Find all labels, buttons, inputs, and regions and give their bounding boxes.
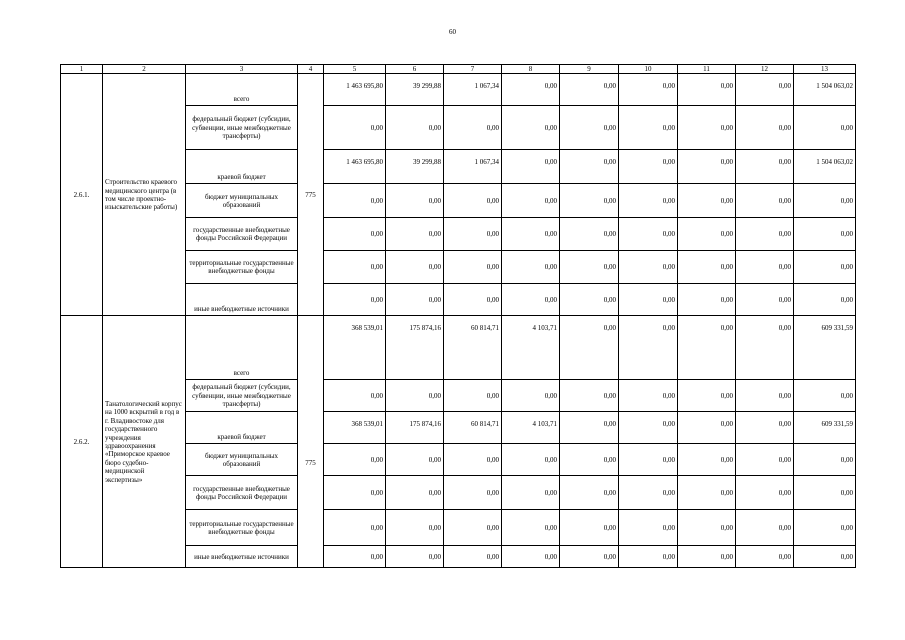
amount-cell: 0,00: [736, 184, 794, 218]
table-row: [61, 74, 856, 106]
amount-cell: 0,00: [736, 251, 794, 284]
amount-cell: 0,00: [324, 510, 386, 546]
amount-cell: 0,00: [560, 150, 619, 184]
amount-cell: 0,00: [560, 74, 619, 106]
amount-cell: 368 539,01: [324, 412, 386, 444]
amount-cell: 0,00: [619, 380, 678, 412]
funding-source: всего: [186, 316, 298, 380]
amount-cell: 0,00: [324, 218, 386, 251]
amount-cell: 0,00: [386, 444, 444, 476]
amount-cell: 0,00: [678, 284, 736, 316]
amount-cell: 0,00: [794, 546, 856, 568]
amount-cell: 0,00: [794, 510, 856, 546]
amount-cell: 0,00: [678, 74, 736, 106]
amount-cell: 1 067,34: [444, 150, 502, 184]
amount-cell: 0,00: [386, 251, 444, 284]
amount-cell: 368 539,01: [324, 316, 386, 380]
funding-source: территориальные государственные внебюджетные фонды: [186, 251, 298, 284]
amount-cell: 0,00: [678, 476, 736, 510]
funding-source: государственные внебюджетные фонды Российской Федерации: [186, 476, 298, 510]
amount-cell: 0,00: [678, 546, 736, 568]
amount-cell: 0,00: [502, 284, 560, 316]
amount-cell: 0,00: [324, 380, 386, 412]
amount-cell: 0,00: [560, 218, 619, 251]
amount-cell: 0,00: [560, 106, 619, 150]
page-number: 60: [449, 28, 456, 36]
amount-cell: 175 874,16: [386, 412, 444, 444]
amount-cell: 0,00: [619, 444, 678, 476]
amount-cell: 0,00: [502, 444, 560, 476]
grbs-code: 775: [298, 74, 324, 316]
amount-cell: 0,00: [502, 218, 560, 251]
amount-cell: 0,00: [324, 444, 386, 476]
amount-cell: 1 463 695,80: [324, 74, 386, 106]
table-body: [61, 74, 856, 568]
amount-cell: 0,00: [678, 444, 736, 476]
amount-cell: 39 299,88: [386, 74, 444, 106]
amount-cell: 0,00: [386, 184, 444, 218]
amount-cell: 0,00: [678, 106, 736, 150]
amount-cell: 609 331,59: [794, 316, 856, 380]
amount-cell: 60 814,71: [444, 412, 502, 444]
funding-source: территориальные государственные внебюджетные фонды: [186, 510, 298, 546]
amount-cell: 0,00: [502, 106, 560, 150]
funding-source: краевой бюджет: [186, 150, 298, 184]
amount-cell: 0,00: [386, 106, 444, 150]
amount-cell: 0,00: [619, 184, 678, 218]
amount-cell: 0,00: [444, 284, 502, 316]
funding-source: всего: [186, 74, 298, 106]
amount-cell: 0,00: [619, 251, 678, 284]
amount-cell: 0,00: [560, 184, 619, 218]
amount-cell: 0,00: [502, 546, 560, 568]
item-code: 2.6.1.: [61, 74, 103, 316]
amount-cell: 0,00: [386, 218, 444, 251]
amount-cell: 0,00: [794, 476, 856, 510]
item-name: Танатологический корпус на 1000 вскрытий в год в г. Владивостоке для государственного учреждения здравоохранения «Приморское краевое бюро судебно-медицинской экспертизы»: [103, 316, 186, 568]
amount-cell: 0,00: [324, 546, 386, 568]
amount-cell: 0,00: [324, 476, 386, 510]
amount-cell: 0,00: [502, 184, 560, 218]
amount-cell: 0,00: [736, 380, 794, 412]
amount-cell: 175 874,16: [386, 316, 444, 380]
amount-cell: 0,00: [386, 380, 444, 412]
amount-cell: 0,00: [794, 184, 856, 218]
funding-source: иные внебюджетные источники: [186, 546, 298, 568]
amount-cell: 0,00: [560, 510, 619, 546]
funding-source: бюджет муниципальных образований: [186, 184, 298, 218]
amount-cell: 0,00: [736, 284, 794, 316]
amount-cell: 0,00: [502, 251, 560, 284]
column-header: 5: [324, 65, 386, 74]
amount-cell: 0,00: [794, 251, 856, 284]
column-header: 11: [678, 65, 736, 74]
amount-cell: 0,00: [502, 150, 560, 184]
amount-cell: 0,00: [502, 476, 560, 510]
amount-cell: 0,00: [444, 106, 502, 150]
amount-cell: 0,00: [324, 184, 386, 218]
column-header: 4: [298, 65, 324, 74]
column-header: 10: [619, 65, 678, 74]
amount-cell: 0,00: [386, 510, 444, 546]
funding-source: иные внебюджетные источники: [186, 284, 298, 316]
column-header: 1: [61, 65, 103, 74]
amount-cell: 0,00: [619, 106, 678, 150]
amount-cell: 0,00: [736, 444, 794, 476]
amount-cell: 0,00: [560, 316, 619, 380]
amount-cell: 0,00: [560, 476, 619, 510]
amount-cell: 0,00: [502, 74, 560, 106]
amount-cell: 0,00: [560, 444, 619, 476]
item-code: 2.6.2.: [61, 316, 103, 568]
grbs-code: 775: [298, 316, 324, 568]
amount-cell: 0,00: [560, 251, 619, 284]
amount-cell: 0,00: [736, 106, 794, 150]
item-name: Строительство краевого медицинского центра (в том числе проектно-изыскательские работы): [103, 74, 186, 316]
amount-cell: 0,00: [678, 412, 736, 444]
amount-cell: 0,00: [502, 510, 560, 546]
funding-source: бюджет муниципальных образований: [186, 444, 298, 476]
amount-cell: 0,00: [444, 476, 502, 510]
amount-cell: 0,00: [736, 316, 794, 380]
amount-cell: 0,00: [736, 546, 794, 568]
amount-cell: 1 504 063,02: [794, 150, 856, 184]
amount-cell: 0,00: [678, 251, 736, 284]
amount-cell: 0,00: [678, 218, 736, 251]
amount-cell: 60 814,71: [444, 316, 502, 380]
column-header: 8: [502, 65, 560, 74]
amount-cell: 0,00: [794, 218, 856, 251]
amount-cell: 609 331,59: [794, 412, 856, 444]
amount-cell: 0,00: [619, 546, 678, 568]
amount-cell: 0,00: [444, 251, 502, 284]
amount-cell: 4 103,71: [502, 412, 560, 444]
amount-cell: 0,00: [324, 251, 386, 284]
amount-cell: 0,00: [678, 150, 736, 184]
amount-cell: 0,00: [444, 546, 502, 568]
header-row: [61, 65, 856, 74]
amount-cell: 0,00: [502, 380, 560, 412]
amount-cell: 0,00: [736, 150, 794, 184]
amount-cell: 0,00: [619, 218, 678, 251]
funding-source: государственные внебюджетные фонды Российской Федерации: [186, 218, 298, 251]
column-header: 2: [103, 65, 186, 74]
column-header: 6: [386, 65, 444, 74]
column-header: 9: [560, 65, 619, 74]
amount-cell: 0,00: [794, 444, 856, 476]
amount-cell: 0,00: [619, 476, 678, 510]
funding-source: федеральный бюджет (субсидии, субвенции, иные межбюджетные трансферты): [186, 380, 298, 412]
amount-cell: 0,00: [619, 284, 678, 316]
amount-cell: 1 067,34: [444, 74, 502, 106]
funding-source: краевой бюджет: [186, 412, 298, 444]
budget-table: [60, 64, 856, 568]
amount-cell: 0,00: [736, 74, 794, 106]
amount-cell: 0,00: [560, 380, 619, 412]
column-header: 7: [444, 65, 502, 74]
amount-cell: 0,00: [619, 316, 678, 380]
amount-cell: 0,00: [386, 284, 444, 316]
amount-cell: 0,00: [678, 380, 736, 412]
amount-cell: 0,00: [324, 284, 386, 316]
amount-cell: 4 103,71: [502, 316, 560, 380]
amount-cell: 0,00: [619, 74, 678, 106]
amount-cell: 0,00: [444, 444, 502, 476]
amount-cell: 0,00: [678, 316, 736, 380]
amount-cell: 0,00: [794, 284, 856, 316]
amount-cell: 1 463 695,80: [324, 150, 386, 184]
amount-cell: 0,00: [736, 412, 794, 444]
amount-cell: 0,00: [444, 380, 502, 412]
amount-cell: 0,00: [678, 184, 736, 218]
amount-cell: 0,00: [794, 380, 856, 412]
amount-cell: 0,00: [444, 510, 502, 546]
amount-cell: 0,00: [560, 284, 619, 316]
column-header: 12: [736, 65, 794, 74]
amount-cell: 0,00: [619, 412, 678, 444]
amount-cell: 0,00: [619, 150, 678, 184]
amount-cell: 0,00: [386, 476, 444, 510]
amount-cell: 0,00: [444, 184, 502, 218]
amount-cell: 0,00: [386, 546, 444, 568]
amount-cell: 0,00: [794, 106, 856, 150]
amount-cell: 0,00: [324, 106, 386, 150]
amount-cell: 0,00: [736, 476, 794, 510]
amount-cell: 0,00: [619, 510, 678, 546]
column-header: 3: [186, 65, 298, 74]
amount-cell: 1 504 063,02: [794, 74, 856, 106]
amount-cell: 0,00: [678, 510, 736, 546]
amount-cell: 0,00: [560, 412, 619, 444]
table-row: [61, 316, 856, 380]
amount-cell: 39 299,88: [386, 150, 444, 184]
funding-source: федеральный бюджет (субсидии, субвенции, иные межбюджетные трансферты): [186, 106, 298, 150]
amount-cell: 0,00: [560, 546, 619, 568]
column-header: 13: [794, 65, 856, 74]
amount-cell: 0,00: [736, 510, 794, 546]
amount-cell: 0,00: [736, 218, 794, 251]
amount-cell: 0,00: [444, 218, 502, 251]
